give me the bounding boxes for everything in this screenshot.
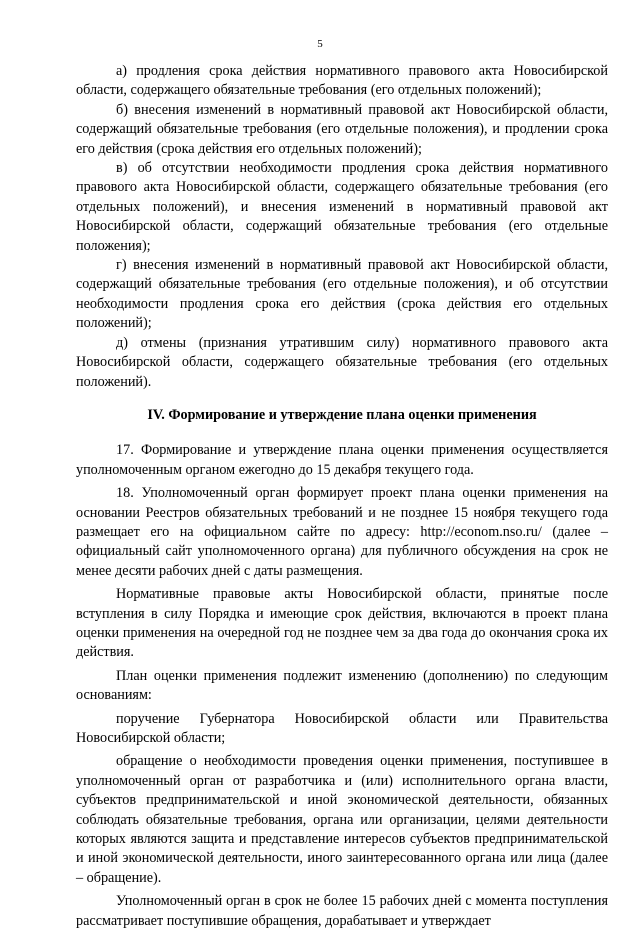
paragraph-plan-change: План оценки применения подлежит изменению (дополнению) по следующим основаниям: [76, 667, 608, 704]
paragraph-v: в) об отсутствии необходимости продления срока действия нормативного правового акта Новосибирской области, содержащего обязательные требования (его отдельных положений), и внесения изменений в нормативный правовой акт Новосибирской области, содержащий обязательные требования (его отдельные положения); [76, 160, 608, 254]
paragraph-18: 18. Уполномоченный орган формирует проект плана оценки применения на основании Реестров обязательных требований и не позднее 15 ноября текущего года размещает его на официальном сайте по адресу: http://econom.nso.ru/ (далее – официальный сайт уполномоченного органа) для публичного обсуждения на срок не менее десяти рабочих дней с даты размещения. [76, 485, 608, 579]
paragraph-acts: Нормативные правовые акты Новосибирской области, принятые после вступления в силу Порядка и имеющие срок действия, включаются в проект плана оценки применения на очередной год не позднее чем за два года до окончания срока их действия. [76, 586, 608, 661]
paragraph-17: 17. Формирование и утверждение плана оценки применения осуществляется уполномоченным органом ежегодно до 15 декабря текущего года. [76, 442, 608, 478]
paragraph-governor-order: поручение Губернатора Новосибирской области или Правительства Новосибирской области; [76, 710, 608, 746]
paragraph-g: г) внесения изменений в нормативный правовой акт Новосибирской области, содержащий обязательные требования (его отдельные положения), и об отсутствии необходимости продления срока его действия (срока действия его отдельных положений); [76, 257, 608, 332]
paragraph-a: а) продления срока действия нормативного правового акта Новосибирской области, содержащего обязательные требования (его отдельных положений); [76, 63, 608, 99]
document-body [76, 62, 608, 931]
paragraph-review: Уполномоченный орган в срок не более 15 рабочих дней с момента поступления рассматривает поступившие обращения, дорабатывает и утверждает [76, 893, 608, 929]
page-number: 5 [317, 38, 323, 50]
paragraph-b: б) внесения изменений в нормативный правовой акт Новосибирской области, содержащий обязательные требования (его отдельные положения), и продлении срока его действия (срока действия его отдельных положений); [76, 101, 608, 157]
paragraph-request: обращение о необходимости проведения оценки применения, поступившее в уполномоченный орган от разработчика и (или) исполнительного органа власти, субъектов предпринимательской и иной экономической деятельности, обязанных соблюдать обязательные требования, органа или организации, целями деятельности которых являются защита и представление интересов субъектов предпринимательской и иной экономической деятельности, иного заинтересованного органа или лица (далее – обращение). [76, 753, 608, 886]
paragraph-d: д) отмены (признания утратившим силу) нормативного правового акта Новосибирской области, содержащего обязательные требования (его отдельных положений). [76, 334, 608, 390]
section-heading: IV. Формирование и утверждение плана оценки применения [147, 406, 537, 423]
